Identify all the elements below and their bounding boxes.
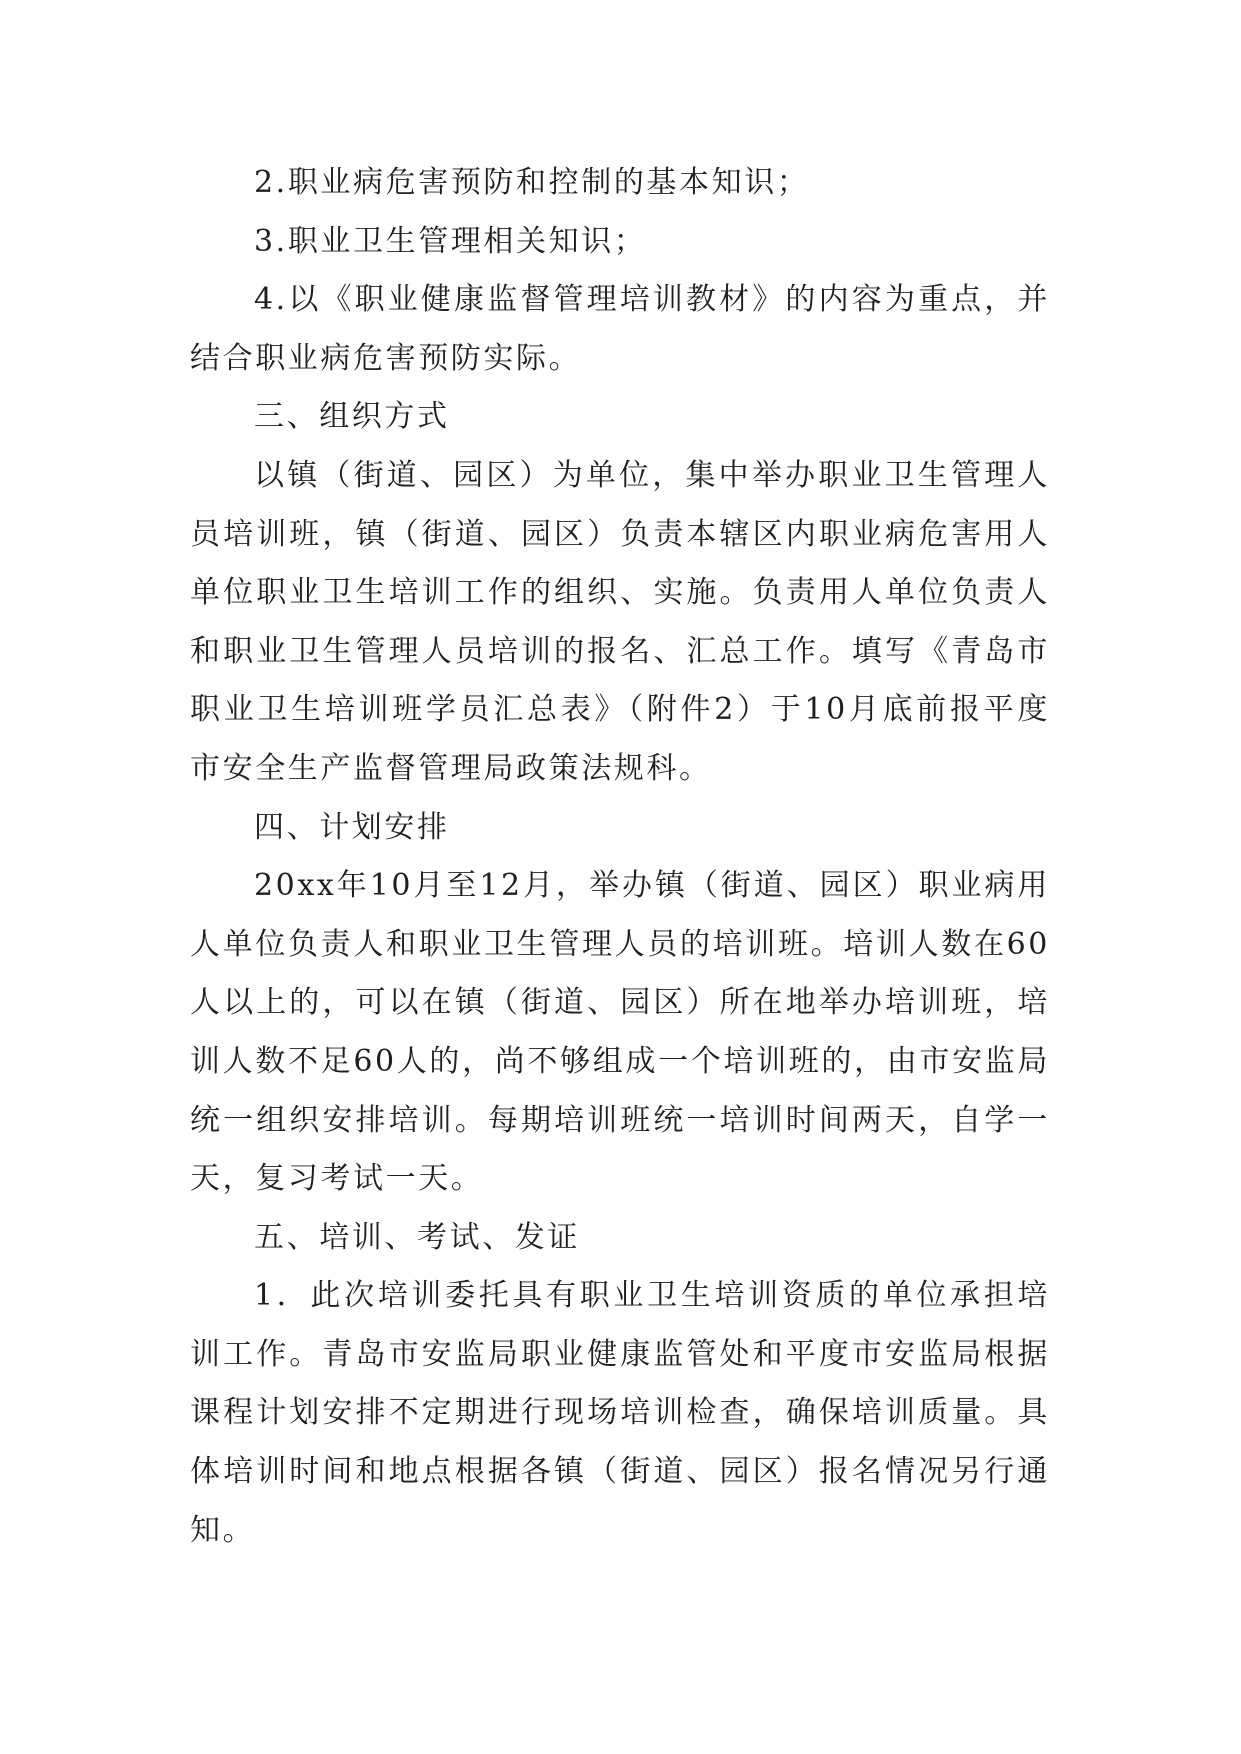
document-body xyxy=(190,154,1050,1560)
list-item-2: 2.职业病危害预防和控制的基本知识； xyxy=(254,165,810,200)
section-heading-organization: 三、组织方式 xyxy=(254,399,450,435)
paragraph-training-1: 1．此次培训委托具有职业卫生培训资质的单位承担培训工作。青岛市安监局职业健康监管处和平度市安监局根据课程计划安排不定期进行现场培训检查，确保培训质量。具体培训时间和地点根据各镇（街道、园区）报名情况另行通知。 xyxy=(190,1278,1050,1548)
paragraph-schedule: 20xx年10月至12月，举办镇（街道、园区）职业病用人单位负责人和职业卫生管理人员的培训班。培训人数在60人以上的，可以在镇（街道、园区）所在地举办培训班，培训人数不足60人的，尚不够组成一个培训班的，由市安监局统一组织安排培训。每期培训班统一培训时间两天，自学一天，复习考试一天。 xyxy=(190,868,1050,1197)
list-item-4: 4.以《职业健康监督管理培训教材》的内容为重点，并结合职业病危害预防实际。 xyxy=(190,282,1050,376)
list-item-3: 3.职业卫生管理相关知识； xyxy=(254,223,647,259)
section-heading-schedule: 四、计划安排 xyxy=(254,809,450,845)
section-heading-training: 五、培训、考试、发证 xyxy=(254,1219,580,1255)
paragraph-organization: 以镇（街道、园区）为单位，集中举办职业卫生管理人员培训班，镇（街道、园区）负责本辖区内职业病危害用人单位职业卫生培训工作的组织、实施。负责用人单位负责人和职业卫生管理人员培训的报名、汇总工作。填写《青岛市职业卫生培训班学员汇总表》（附件2）于10月底前报平度市安全生产监督管理局政策法规科。 xyxy=(190,457,1050,786)
